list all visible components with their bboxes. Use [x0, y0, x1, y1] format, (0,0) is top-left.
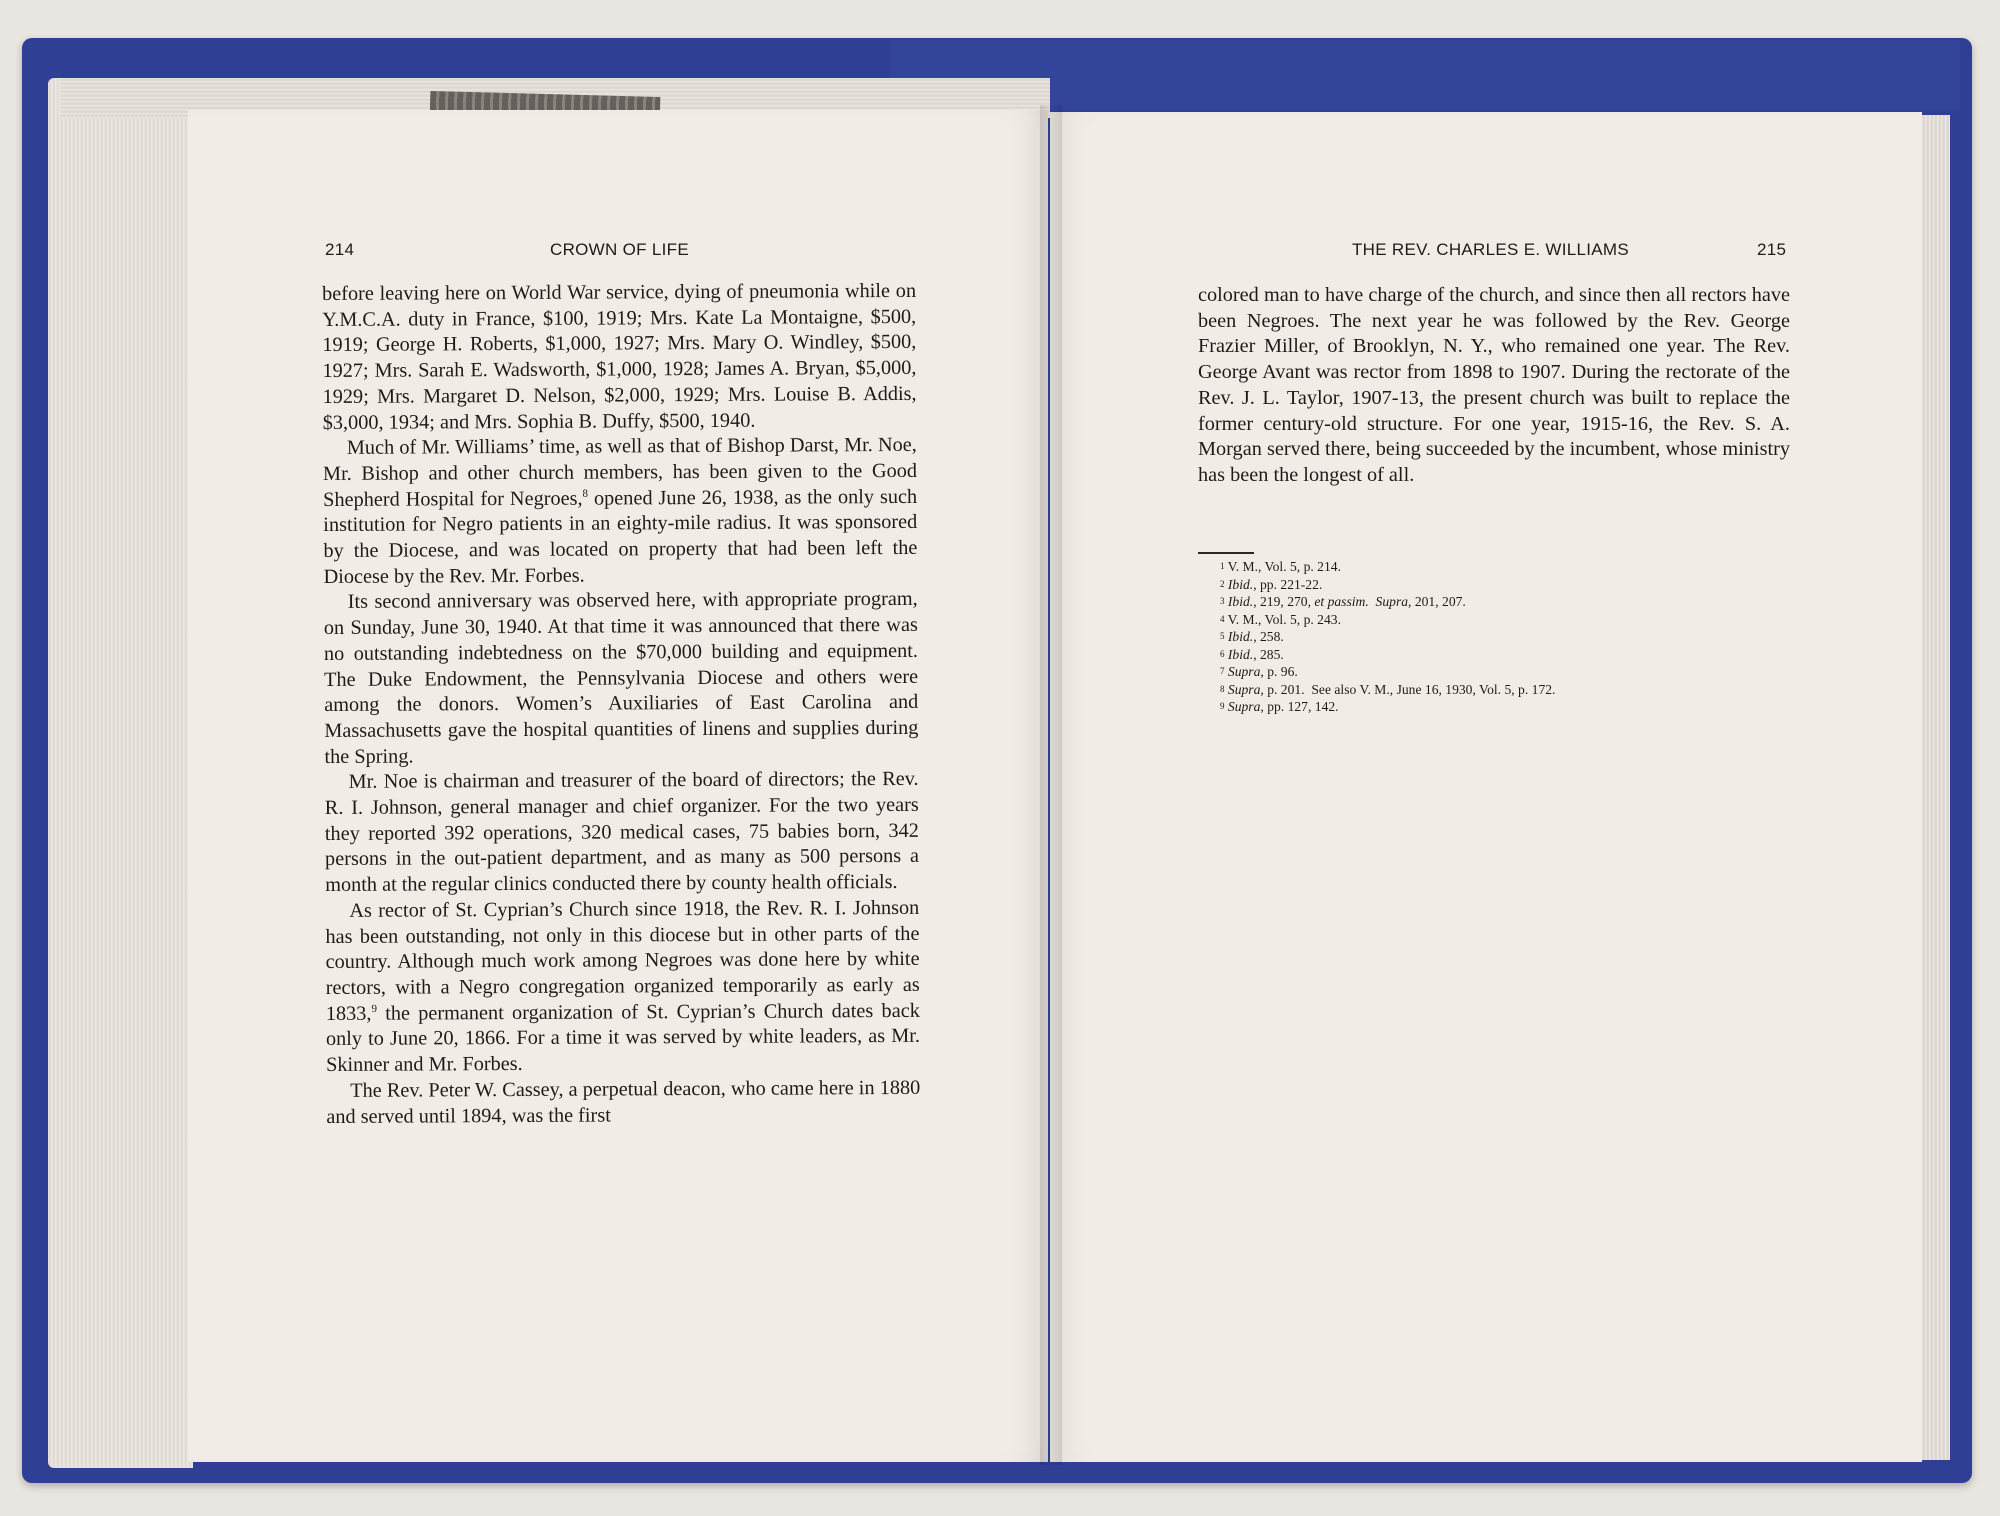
book-gutter: [1040, 105, 1062, 1465]
paragraph: colored man to have charge of the church, and since then all rectors have been Negroes. The next year he was followed by the Rev. George Frazier Miller, of Brooklyn, N. Y., who remained one year. The Rev. George Avant was rector from 1898 to 1907. During the rectorate of the Rev. J. L. Taylor, 1907-13, the present church was built to replace the former century-old structure. For one year, 1915-16, the Rev. S. A. Morgan served there, being succeeded by the incumbent, whose ministry has been the longest of all.: [1198, 284, 1790, 486]
page-edges-left: [48, 78, 193, 1468]
footnote: $^3$ Ibid., 219, 270, et passim. Supra, 201, 207.: [1220, 594, 1466, 609]
paragraph: before leaving here on World War service, dying of pneumonia while on Y.M.C.A. duty in France, $100, 1919; Mrs. Kate La Montaigne, $500, 1919; George H. Roberts, $1,000, 1927; Mrs. Mary O. Windley, $500, 1927; Mrs. Sarah E. Wadsworth, $1,000, 1928; James A. Bryan, $5,000, 1929; Mrs. Margaret D. Nelson, $2,000, 1929; Mrs. Louise B. Addis, $3,000, 1934; and Mrs. Sophia B. Duffy, $500, 1940.: [322, 279, 917, 434]
page-edges-right: [1922, 115, 1950, 1460]
paragraph: Its second anniversary was observed here, with appropriate program, on Sunday, June 30, 1940. At that time it was announced that there was no outstanding indebtedness on the $70,000 building and equipment. The Duke Endowment, the Pennsylvania Diocese and others were among the donors. Women’s Auxiliaries of East Carolina and Massachusetts gave the hospital quantities of linens and supplies during the Spring.: [323, 588, 919, 768]
right-page-body: [1198, 283, 1790, 489]
footnote: $^2$ Ibid., pp. 221-22.: [1220, 576, 1323, 592]
footnote: $^6$ Ibid., 285.: [1220, 646, 1284, 662]
footnotes: [1220, 558, 1780, 716]
footnote: $^5$ Ibid., 258.: [1220, 629, 1284, 644]
book-cover-top: [890, 40, 1960, 110]
right-running-head: THE REV. CHARLES E. WILLIAMS: [1352, 240, 1630, 259]
left-page-body: [322, 279, 920, 1130]
footnote: $^1$ V. M., Vol. 5, p. 214.: [1220, 559, 1341, 574]
paragraph: Mr. Noe is chairman and treasurer of the board of directors; the Rev. R. I. Johnson, general manager and chief organizer. For the two years they reported 392 operations, 320 medical cases, 75 babies born, 342 persons in the out-patient department, and as many as 500 persons a month at the regular clinics conducted there by county health officials.: [324, 768, 920, 897]
paragraph: Much of Mr. Williams’ time, as well as that of Bishop Darst, Mr. Noe, Mr. Bishop and other church members, has been given to the Good Shepherd Hospital for Negroes,$^8$ opened June 26, 1938, as the only such institution for Negro patients in an eighty-mile radius. It was sponsored by the Diocese, and was located on property that had been left the Diocese by the Rev. Mr. Forbes.: [322, 434, 918, 588]
paragraph: As rector of St. Cyprian’s Church since 1918, the Rev. R. I. Johnson has been outstanding, not only in this diocese but in other parts of the country. Although much work among Negroes was done here by white rectors, with a Negro congregation organized temporarily as early as 1833,$^9$ the permanent organization of St. Cyprian’s Church dates back only to June 20, 1866. For a time it was served by white leaders, as Mr. Skinner and Mr. Forbes.: [325, 896, 921, 1077]
footnote-rule: [1198, 552, 1254, 554]
paragraph: The Rev. Peter W. Cassey, a perpetual deacon, who came here in 1880 and served until 1894, was the first: [326, 1076, 921, 1128]
footnote: $^7$ Supra, p. 96.: [1220, 664, 1298, 679]
left-page-number: 214: [325, 240, 355, 259]
footnote: $^8$ Supra, p. 201. See also V. M., June 16, 1930, Vol. 5, p. 172.: [1220, 681, 1556, 697]
footnote: $^4$ V. M., Vol. 5, p. 243.: [1220, 611, 1341, 627]
footnote: $^9$ Supra, pp. 127, 142.: [1220, 699, 1339, 714]
right-page-number: 215: [1757, 240, 1787, 259]
left-running-head: CROWN OF LIFE: [550, 240, 689, 259]
